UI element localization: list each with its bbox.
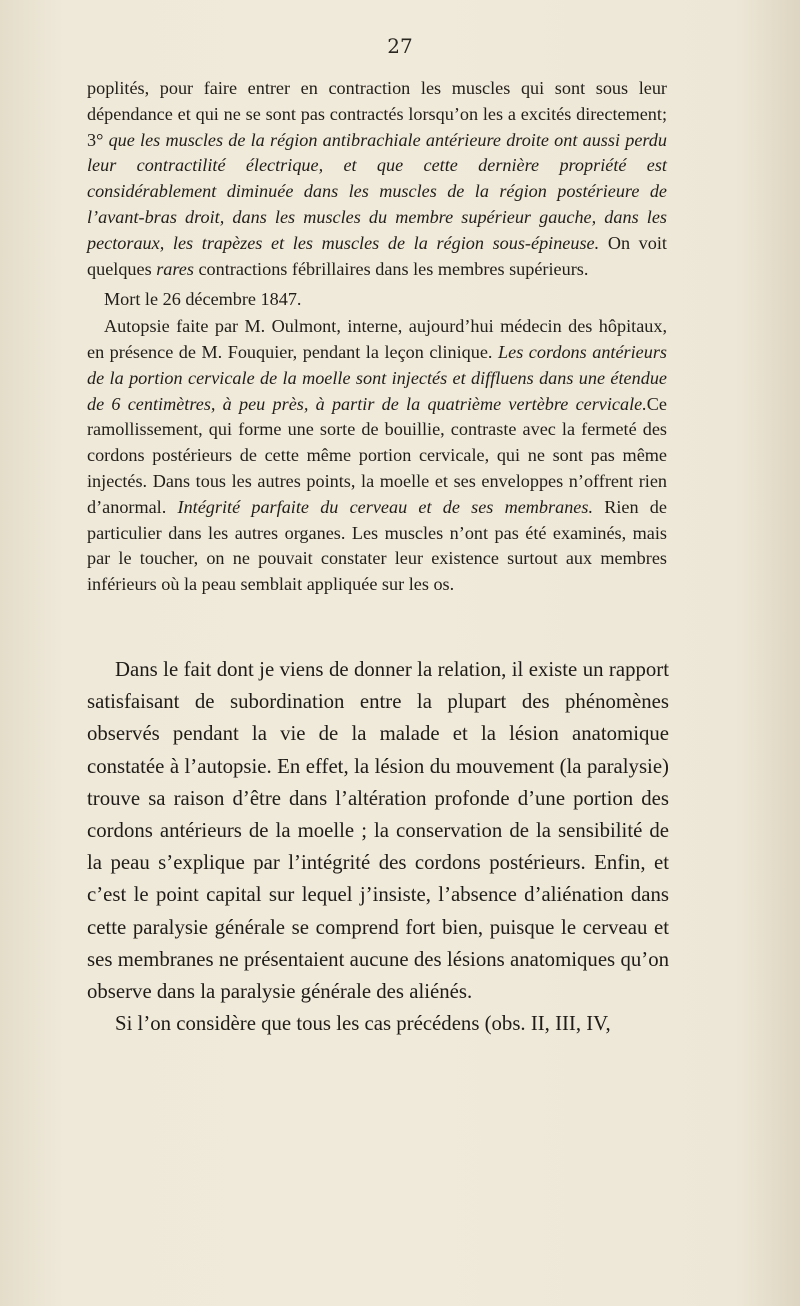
commentary-block — [87, 654, 669, 1040]
italic-span: rares — [156, 258, 194, 279]
italic-span: Les cordons antérieurs de la portion cervicale de la moelle sont injectés et diffluens dans une étendue de 6 centimètres, à peu près, à partir de la quatrième vertèbre cervicale. — [87, 341, 667, 414]
text-span: Ce ramollissement, qui forme une sorte de bouillie, contraste avec la fermeté des cordons postérieurs de cette même portion cervicale, qui ne sont pas même injectés. Dans tous les autres points, la moelle et ses enveloppes n’offrent rien d’anormal. — [87, 393, 667, 517]
italic-span: Intégrité parfaite du cerveau et de ses membranes. — [177, 496, 593, 517]
text-span: contractions fébrillaires dans les membres supérieurs. — [193, 258, 589, 279]
text-span: poplités, pour faire entrer en contraction les muscles qui sont sous leur dépendance et qui ne se sont pas contractés lorsqu’on les a excités directement; 3° — [87, 78, 667, 150]
observation-paragraph-findings — [87, 76, 667, 282]
text-span: On voit quelques — [87, 232, 667, 279]
text-span: Autopsie faite par M. Oulmont, interne, aujourd’hui médecin des hôpitaux, en présence de M. Fouquier, pendant la leçon clinique. — [87, 316, 667, 362]
text-span: Rien de particulier dans les autres organes. Les muscles n’ont pas été examinés, mais par le toucher, on ne pouvait constater leur existence surtout aux membres inférieurs où la peau semblait appliquée sur les os. — [87, 496, 667, 595]
commentary-paragraph: Dans le fait dont je viens de donner la relation, il existe un rapport satisfaisant de subordination entre la plupart des phénomènes observés pendant la vie de la malade et la lésion anatomique constatée à l’autopsie. En effet, la lésion du mouvement (la paralysie) trouve sa raison d’être dans l’altération profonde d’une portion des cordons antérieurs de la moelle ; la conservation de la sensibilité de la peau s’explique par l’intégrité des cordons postérieurs. Enfin, et c’est le point capital sur lequel j’insiste, l’absence d’aliénation dans cette paralysie générale se comprend fort bien, puisque le cerveau et ses membranes ne présentaient aucune des lésions anatomiques qu’on observe dans la paralysie générale des aliénés. — [87, 658, 669, 1004]
observation-paragraph-autopsy — [87, 314, 667, 598]
observation-block — [87, 76, 667, 598]
observation-paragraph-death: Mort le 26 décembre 1847. — [104, 289, 302, 310]
commentary-paragraph-continued: Si l’on considère que tous les cas précédens (obs. II, III, IV, — [115, 1012, 611, 1036]
page-number: 27 — [387, 34, 413, 58]
italic-span: que les muscles de la région antibrachiale antérieure droite ont aussi perdu leur contractilité électrique, et que cette dernière propriété est considérablement diminuée dans les muscles de la région postérieure de l’avant-bras droit, dans les muscles du membre supérieur gauche, dans les pectoraux, les trapèzes et les muscles de la région sous-épineuse. — [87, 129, 667, 253]
